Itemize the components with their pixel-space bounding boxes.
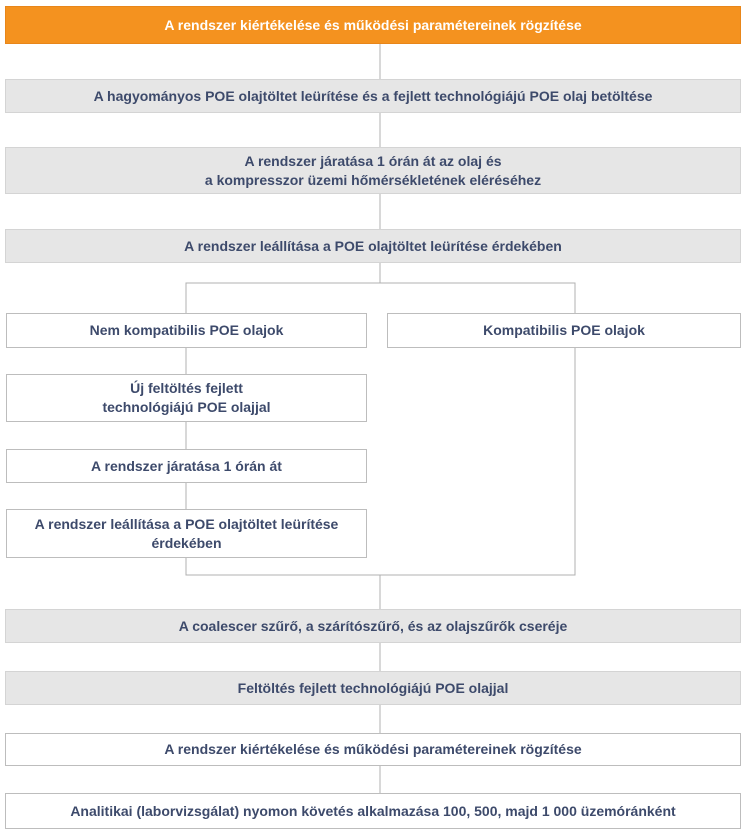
step-replace-filters-label: A coalescer szűrő, a szárítószűrő, és az olajszűrők cseréje: [178, 617, 568, 634]
branch-incompatible: [6, 313, 367, 348]
step-run-one-hour: [6, 449, 367, 483]
branch-compatible: [387, 313, 741, 348]
step-shutdown-drain-again: [6, 509, 367, 558]
step-analytical-monitoring: [5, 793, 741, 829]
step-replace-filters: [5, 609, 741, 643]
step-shutdown-drain-again-label: A rendszer leállítása a POE olajtöltet leürítése érdekében: [34, 515, 339, 551]
step-shutdown-drain: [5, 229, 741, 263]
step-drain-and-fill-label: A hagyományos POE olajtöltet leürítése és a fejlett technológiájú POE olaj betöltése: [93, 87, 653, 104]
step-drain-and-fill: [5, 79, 741, 113]
step-run-one-hour-warmup: [5, 147, 741, 194]
step-evaluate-final-label: A rendszer kiértékelése és működési paramétereinek rögzítése: [164, 741, 582, 757]
step-evaluate-final: [5, 733, 741, 766]
step-refill-advanced-oil-label: Új feltöltés fejlett technológiájú POE olajjal: [102, 380, 271, 415]
connector-branch-top: [186, 283, 575, 313]
step-evaluate-initial-label: A rendszer kiértékelése és működési paramétereinek rögzítése: [164, 16, 582, 33]
step-run-one-hour-warmup-label: A rendszer járatása 1 órán át az olaj és a kompresszor üzemi hőmérsékletének eléréséhez: [204, 152, 542, 188]
step-refill-advanced-oil: [6, 374, 367, 422]
branch-incompatible-label: Nem kompatibilis POE olajok: [89, 322, 284, 338]
step-fill-advanced-oil: [5, 671, 741, 705]
step-fill-advanced-oil-label: Feltöltés fejlett technológiájú POE olajjal: [237, 679, 509, 696]
branch-compatible-label: Kompatibilis POE olajok: [483, 322, 645, 338]
step-evaluate-initial: [5, 6, 741, 44]
step-analytical-monitoring-label: Analitikai (laborvizsgálat) nyomon követés alkalmazása 100, 500, majd 1 000 üzemóránként: [70, 802, 676, 819]
step-shutdown-drain-label: A rendszer leállítása a POE olajtöltet leürítése érdekében: [184, 237, 562, 254]
step-run-one-hour-label: A rendszer járatása 1 órán át: [91, 457, 282, 474]
